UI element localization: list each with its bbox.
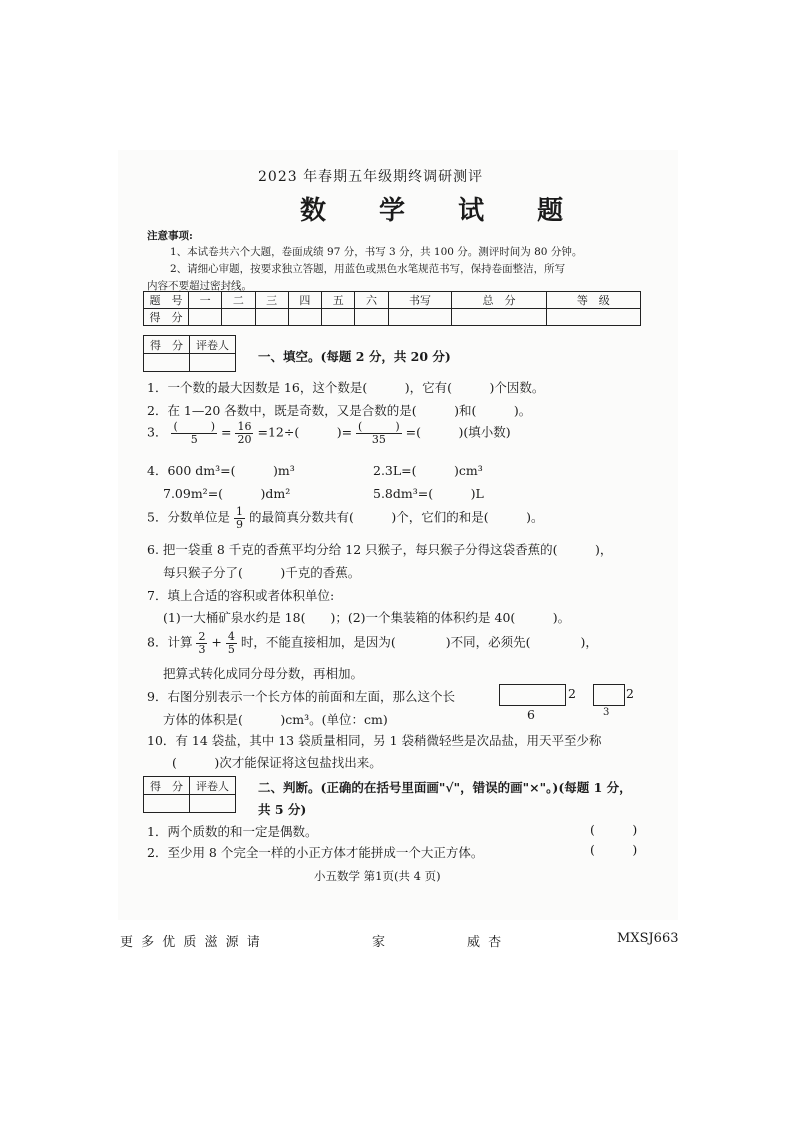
page-footer: 小五数学 第1页(共 4 页): [314, 869, 441, 883]
watermark-text: 更 多 优 质 滋 源 请: [120, 935, 262, 950]
fraction: [356, 421, 402, 445]
denominator: 35: [371, 432, 386, 446]
question-1-4b: 2.3L=( )cm³: [373, 463, 483, 478]
section2-heading: 二、判断。(正确的在括号里面画"√"，错误的画"×"。)(每题 1 分，: [258, 780, 632, 795]
numerator: 2: [198, 630, 206, 643]
watermark-text: 威 杏: [467, 935, 504, 950]
score-entry[interactable]: [355, 309, 388, 326]
score-cell: 题 号: [144, 292, 189, 309]
front-face-width: 6: [527, 707, 535, 722]
front-face-rect: [499, 684, 566, 706]
grader-score-entry[interactable]: [144, 795, 190, 813]
question-2-2: 2．至少用 8 个完全一样的小正方体才能拼成一个大正方体。: [147, 845, 484, 860]
exam-title: 2023 年春期五年级期终调研测评: [258, 169, 484, 185]
score-entry[interactable]: [322, 309, 355, 326]
score-cell: 总 分: [452, 292, 546, 309]
denominator: 20: [237, 432, 252, 446]
score-entry[interactable]: [189, 309, 222, 326]
q3-tail: =( )(填小数): [405, 424, 511, 440]
score-entry[interactable]: [452, 309, 546, 326]
watermark-text: 家: [372, 935, 388, 950]
question-1-8: [147, 631, 598, 655]
question-1-2: 2．在 1—20 各数中，既是奇数，又是合数的是( )和( )。: [147, 403, 532, 418]
grader-score-label: 得 分: [144, 336, 190, 354]
fraction: [171, 421, 217, 445]
question-1-6a: 6. 把一袋重 8 千克的香蕉平均分给 12 只猴子，每只猴子分得这袋香蕉的( )，: [147, 542, 613, 557]
score-table-score-row: [144, 309, 641, 326]
denominator: 3: [198, 642, 206, 656]
q5-pre: 5．分数单位是: [147, 509, 230, 525]
grader-score-entry[interactable]: [144, 354, 190, 372]
question-1-1: 1．一个数的最大因数是 16，这个数是( )，它有( )个因数。: [147, 380, 545, 395]
question-1-9b: 方体的体积是( )cm³。(单位：cm): [163, 712, 388, 727]
score-cell: 一: [189, 292, 222, 309]
q5-post: 的最简真分数共有( )个，它们的和是( )。: [248, 509, 544, 525]
question-1-3: [147, 421, 511, 445]
fraction: [196, 631, 207, 655]
denominator: 5: [227, 642, 235, 656]
numerator: ( ): [173, 420, 216, 433]
score-cell: 等 级: [546, 292, 640, 309]
answer-paren-2[interactable]: ( ): [590, 842, 638, 857]
score-entry[interactable]: [222, 309, 255, 326]
note-2: 2、请细心审题，按要求独立答题，用蓝色或黑色水笔规范书写，保持卷面整洁，所写: [170, 263, 566, 275]
score-cell: 四: [288, 292, 321, 309]
grader-score-label: 得 分: [144, 777, 190, 795]
note-1: 1、本试卷共六个大题，卷面成绩 97 分，书写 3 分，共 100 分。测评时间为 80 分钟。: [170, 246, 583, 258]
denominator: 5: [190, 432, 198, 446]
q3-number: 3．: [147, 424, 168, 440]
plus-sign: +: [211, 634, 222, 650]
q8-pre: 8．计算: [147, 634, 193, 650]
question-1-4d: 5.8dm³=( )L: [373, 486, 484, 501]
score-entry[interactable]: [288, 309, 321, 326]
score-cell: 书写: [388, 292, 452, 309]
subject-title: 数 学 试 题: [300, 196, 586, 226]
numerator: 4: [227, 630, 235, 643]
score-entry[interactable]: [255, 309, 288, 326]
grader-label: 评卷人: [190, 336, 236, 354]
front-face-height: 2: [568, 686, 576, 701]
question-1-10b: ( )次才能保证将这包盐找出来。: [172, 755, 382, 770]
question-2-1: 1．两个质数的和一定是偶数。: [147, 824, 318, 839]
equals: =: [221, 424, 232, 440]
numerator: 16: [237, 420, 252, 433]
grader-box-1: [143, 335, 236, 372]
score-table: [143, 291, 641, 326]
answer-paren-1[interactable]: ( ): [590, 822, 638, 837]
section2-heading-cont: 共 5 分): [258, 802, 307, 817]
score-row-label: 得 分: [144, 309, 189, 326]
question-1-4c: 7.09m²=( )dm²: [163, 486, 291, 501]
score-cell: 二: [222, 292, 255, 309]
watermark-code: MXSJ663: [617, 931, 679, 946]
fraction: [235, 421, 253, 445]
numerator: 1: [235, 505, 243, 518]
score-entry[interactable]: [546, 309, 640, 326]
numerator: ( ): [358, 420, 400, 433]
section1-heading: 一、填空。(每题 2 分，共 20 分): [258, 349, 451, 364]
grader-entry[interactable]: [190, 795, 236, 813]
question-1-7b: (1)一大桶矿泉水约是 18( )；(2)一个集装箱的体积约是 40( )。: [163, 610, 571, 625]
denominator: 9: [235, 517, 243, 531]
fraction: [226, 631, 237, 655]
q3-middle: =12÷( )=: [257, 424, 353, 440]
score-table-header-row: [144, 292, 641, 309]
left-face-height: 2: [626, 686, 634, 701]
question-1-4a: 4．600 dm³=( )m³: [147, 463, 295, 478]
grader-box-2: [143, 776, 236, 813]
question-1-5: [147, 506, 543, 530]
question-1-8b: 把算式转化成同分母分数，再相加。: [163, 666, 364, 681]
score-cell: 六: [355, 292, 388, 309]
question-1-6b: 每只猴子分了( )千克的香蕉。: [163, 565, 361, 580]
fraction: [234, 506, 245, 530]
notes-heading: 注意事项:: [147, 230, 193, 242]
left-face-width: 3: [603, 707, 610, 718]
score-cell: 三: [255, 292, 288, 309]
note-3: 内容不要超过密封线。: [147, 280, 252, 292]
grader-label: 评卷人: [190, 777, 236, 795]
grader-entry[interactable]: [190, 354, 236, 372]
q8-post: 时，不能直接相加，是因为( )不同，必须先( )，: [240, 634, 598, 650]
score-cell: 五: [322, 292, 355, 309]
left-face-rect: [593, 684, 625, 706]
question-1-7a: 7．填上合适的容积或者体积单位:: [147, 588, 335, 603]
question-1-9a: 9．右图分别表示一个长方体的前面和左面，那么这个长: [147, 689, 455, 704]
score-entry[interactable]: [388, 309, 452, 326]
question-1-10a: 10．有 14 袋盐，其中 13 袋质量相同，另 1 袋稍微轻些是次品盐，用天平至少称: [147, 733, 602, 748]
